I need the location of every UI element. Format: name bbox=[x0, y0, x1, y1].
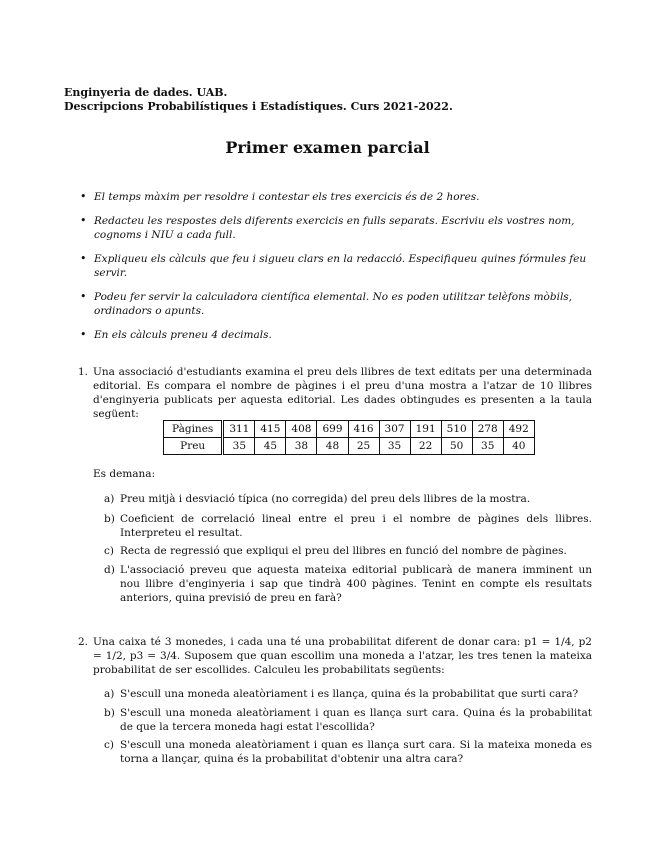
table-cell: 311 bbox=[223, 421, 255, 438]
table-cell: 699 bbox=[317, 421, 348, 438]
part-label: c) bbox=[104, 739, 114, 751]
exercise-2-part-c bbox=[104, 738, 592, 766]
header-course: Descripcions Probabilístiques i Estadístiques. Curs 2021-2022. bbox=[64, 100, 453, 113]
exercise-statement: Una associació d'estudiants examina el preu dels llibres de text editats per una determinada editorial. Es compara el nombre de pàgines i el preu d'una mostra a l'atzar de 10 llibres d'enginyeria publicats per aquesta editorial. Les dades obtingudes es presenten a la taula següent: bbox=[93, 366, 592, 420]
part-text: S'escull una moneda aleatòriament i quan es llança surt cara. Quina és la probabilitat de que la tercera moneda hagi estat l'escollida? bbox=[120, 707, 592, 733]
table-cell: 510 bbox=[441, 421, 472, 438]
part-label: d) bbox=[104, 564, 115, 576]
table-cell: 35 bbox=[223, 438, 255, 455]
table-cell: 25 bbox=[348, 438, 379, 455]
part-text: L'associació preveu que aquesta mateixa editorial publicarà de manera imminent un nou llibre d'enginyeria i sap que tindrà 400 pàgines. Tenint en compte els resultats anteriors, quina previsió de preu en farà? bbox=[120, 564, 592, 604]
exercise-1 bbox=[78, 365, 592, 421]
exercise-number: 2. bbox=[78, 636, 89, 648]
instructions-list bbox=[80, 190, 592, 352]
part-text: S'escull una moneda aleatòriament i es llança, quina és la probabilitat que surti cara? bbox=[120, 688, 579, 700]
part-text: Coeficient de correlació lineal entre el preu i el nombre de pàgines dels llibres. Interpreteu el resultat. bbox=[120, 513, 592, 539]
part-text: Preu mitjà i desviació típica (no corregida) del preu dels llibres de la mostra. bbox=[120, 493, 531, 505]
exercise-1-part-b bbox=[104, 512, 592, 540]
header-institution: Enginyeria de dades. UAB. bbox=[64, 86, 228, 99]
instruction-item: • En els càlculs preneu 4 decimals. bbox=[80, 328, 592, 342]
table-cell: 278 bbox=[472, 421, 503, 438]
table-cell: 22 bbox=[410, 438, 441, 455]
table-cell: 40 bbox=[503, 438, 534, 455]
exercise-1-part-c bbox=[104, 544, 592, 558]
exercise-asks: Es demana: bbox=[93, 468, 156, 480]
table-row-pages bbox=[164, 421, 535, 438]
page-title: Primer examen parcial bbox=[225, 138, 430, 157]
table-cell: 492 bbox=[503, 421, 534, 438]
table-cell: 416 bbox=[348, 421, 379, 438]
part-text: S'escull una moneda aleatòriament i quan es llança surt cara. Si la mateixa moneda es torna a llançar, quina és la probabilitat d'obtenir una altra cara? bbox=[120, 739, 592, 765]
part-label: b) bbox=[104, 707, 115, 719]
part-label: a) bbox=[104, 688, 115, 700]
exercise-2-part-a bbox=[104, 687, 592, 701]
table-cell: 191 bbox=[410, 421, 441, 438]
exercise-2 bbox=[78, 635, 592, 677]
table-row-price bbox=[164, 438, 535, 455]
row-header: Preu bbox=[164, 438, 223, 455]
part-label: a) bbox=[104, 493, 115, 505]
instruction-item: • El temps màxim per resoldre i contestar els tres exercicis és de 2 hores. bbox=[80, 190, 592, 204]
exercise-2-part-b bbox=[104, 706, 592, 734]
table-cell: 45 bbox=[255, 438, 286, 455]
table-cell: 307 bbox=[379, 421, 410, 438]
instruction-item: • Redacteu les respostes dels diferents exercicis en fulls separats. Escriviu els vostres nom, cognoms i NIU a cada full. bbox=[80, 214, 592, 242]
table-cell: 50 bbox=[441, 438, 472, 455]
table-cell: 415 bbox=[255, 421, 286, 438]
part-label: b) bbox=[104, 513, 115, 525]
exercise-statement: Una caixa té 3 monedes, i cada una té una probabilitat diferent de donar cara: p1 = 1/4, p2 = 1/2, p3 = 3/4. Suposem que quan escollim una moneda a l'atzar, les tres tenen la mateixa probabilitat de ser escollides. Calculeu les probabilitats següents: bbox=[93, 636, 592, 676]
exercise-1-part-d bbox=[104, 563, 592, 605]
instruction-item: • Podeu fer servir la calculadora científica elemental. No es poden utilitzar telèfons mòbils, ordinadors o apunts. bbox=[80, 290, 592, 318]
exercise-number: 1. bbox=[78, 366, 89, 378]
table-cell: 408 bbox=[286, 421, 317, 438]
exercise-1-part-a bbox=[104, 492, 592, 506]
table-cell: 35 bbox=[379, 438, 410, 455]
row-header: Pàgines bbox=[164, 421, 223, 438]
table-cell: 38 bbox=[286, 438, 317, 455]
part-text: Recta de regressió que expliqui el preu del llibres en funció del nombre de pàgines. bbox=[120, 545, 567, 557]
data-table bbox=[163, 420, 535, 455]
table-cell: 35 bbox=[472, 438, 503, 455]
part-label: c) bbox=[104, 545, 114, 557]
instruction-item: • Expliqueu els càlculs que feu i sigueu clars en la redacció. Especifiqueu quines fórmules feu servir. bbox=[80, 252, 592, 280]
table-cell: 48 bbox=[317, 438, 348, 455]
